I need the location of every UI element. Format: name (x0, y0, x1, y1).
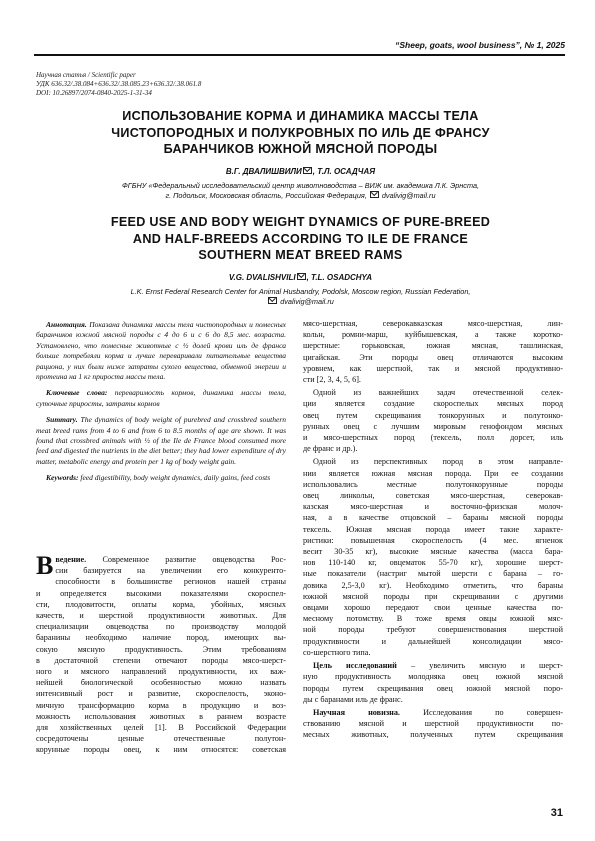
text-line: месных животных, полученных путем скрещивания (303, 730, 563, 740)
title-ru-line: БАРАНЧИКОВ ЮЖНОЙ МЯСНОЙ ПОРОДЫ (163, 142, 438, 156)
title-en (36, 214, 565, 264)
text-line: мясо-шерстная, северокавказская мясо-шерстная, лин- (303, 319, 563, 328)
envelope-icon (303, 167, 312, 174)
paragraph (303, 318, 563, 385)
title-ru (36, 108, 565, 158)
annotation-ru (36, 320, 286, 382)
goal-label: Цель исследований (313, 661, 397, 671)
affiliation-line: ФГБНУ «Федеральный исследовательский центр животноводства – ВИЖ им. академика Л.К. Эрнста, (121, 181, 480, 190)
text-line: баранины необходимо наличие пород, имеющих вы- (36, 633, 286, 643)
text-line: ные показатели (настриг мытой шерсти с барана – го- (303, 569, 563, 579)
keywords-en (36, 473, 286, 483)
authors-en (36, 273, 565, 282)
text-line: ного и мясного направлений продуктивности, их важ- (36, 667, 286, 677)
body-right-column (303, 318, 563, 741)
body-left-column (36, 551, 286, 756)
text-line: ристики: повышенная скороспелость (4 мес. ягненок (303, 535, 563, 545)
text-line: мичную трансформацию корма в продукцию и воз- (36, 700, 286, 710)
text-line: сти, плодовитости, оплаты корма, убойных, мясных (36, 599, 286, 609)
text-line: Современное развитие овцеводства Рос- (86, 555, 286, 564)
text-line: – увеличить мясную и шерст- (396, 661, 563, 671)
affiliation-en (36, 287, 565, 307)
running-header (34, 40, 565, 56)
text-line: можность использования животных в раннем возрасте (36, 711, 286, 721)
text-line: овец линкольн, советская мясо-шерстная, северокав- (303, 491, 563, 501)
keywords-en-text: feed digestibility, body weight dynamics, daily gains, feed costs (78, 473, 271, 483)
text-line: де франс и др.). (303, 444, 358, 454)
text-line: Одной из перспективных пород в этом направле- (313, 457, 563, 467)
text-line: южной мясной породы при скрещивании с другими (303, 591, 563, 601)
text-line: казская мясо-шерстная и восточно-фризская молоч- (303, 502, 563, 512)
doi[interactable]: DOI: 10.26897/2074-0840-2025-1-31-34 (36, 89, 152, 97)
affiliation-ru (36, 181, 565, 201)
text-line: довика 2,5-3,0 кг). Необходимо отметить, что бараны (303, 580, 563, 590)
paragraph (303, 387, 563, 454)
affiliation-line: L.K. Ernst Federal Research Center for Animal Husbandry, Podolsk, Moscow region, Russian Federation, (130, 287, 471, 296)
novelty-label: Научная новизна. (313, 707, 400, 717)
text-line: и определяется высокими показателями скороспел- (36, 588, 286, 598)
drop-cap: В (36, 551, 54, 580)
title-en-line: FEED USE AND BODY WEIGHT DYNAMICS OF PURE-BREED (110, 215, 491, 229)
text-line: продуктивности и дальнейшей консолидации мясо- (303, 636, 563, 646)
text-line: породы путем скрещивания овец южной мясной поро- (303, 683, 563, 693)
paragraph (303, 456, 563, 658)
text-line: со-шерстного типа. (303, 647, 371, 657)
author-1: V.G. DVALISHVILI (228, 273, 296, 282)
text-line: способности в большинстве регионов нашей страны (55, 577, 286, 587)
text-line: рунных овец с лучшим мировым генофондом мясных (303, 421, 563, 431)
text-line: ная, а в качестве отцовской – бараны мясной породы (303, 513, 563, 523)
text-line: цигайская. Эти породы овец отличаются высоким (303, 352, 563, 362)
text-line: ную продуктивность молодняка овец южной мясной (303, 672, 563, 682)
keywords-ru-label: Ключевые слова: (46, 388, 108, 398)
text-line: нии является южная мясная порода. При ее создании (303, 468, 563, 478)
text-line: и мясо-шерстных пород (тексель, полл дорсет, иль (303, 433, 563, 443)
text-line: ной породы требуют совершенствования шерстной (303, 625, 563, 635)
annotation-text: Показана динамика массы тела чистопородных и помесных баранчиков южной мясной породы с 4 до 6 и с 6 до 8,5 мес. возраста. Установлено, что помесные животные с ½ долей крови иль де франса больше потребляли корма и лучше переваривали питательные вещества рациона, у них были ниже затраты сухого вещества, обменной энергии и протеина на 1 кг прироста массы тела. (36, 320, 286, 382)
goal-paragraph (303, 660, 563, 705)
summary-en (36, 415, 286, 467)
text-line: тексель. Южная мясная порода имеет такие характе- (303, 524, 563, 534)
email[interactable]: dvalivig@mail.ru (280, 297, 334, 306)
envelope-icon (297, 273, 306, 280)
intro-label: ведение. (55, 555, 87, 564)
text-line: ды с баранами иль де франс. (303, 694, 403, 704)
text-line: овец путем скрещивания тонкорунных и полутонко- (303, 410, 563, 420)
text-line: в достаточной степени отвечают породы мясо-шерст- (36, 655, 286, 665)
keywords-ru (36, 388, 286, 409)
title-ru-line: ЧИСТОПОРОДНЫХ И ПОЛУКРОВНЫХ ПО ИЛЬ ДЕ ФРАНСУ (111, 125, 490, 140)
title-en-line: SOUTHERN MEAT BREED RAMS (198, 248, 403, 262)
title-en-line: AND HALF-BREEDS ACCORDING TO ILE DE FRANCE (132, 231, 469, 246)
text-line: кольн, ромни-марш, куйбышевская, а также коротко- (303, 330, 563, 340)
envelope-icon (268, 297, 277, 304)
author-2: , Т.Л. ОСАДЧАЯ (312, 167, 376, 176)
text-line: шерстные: горьковская, южная мясная, ташлинская, (303, 341, 563, 351)
text-line: корунные породы овец, к ним относятся: советская (36, 745, 286, 755)
text-line: ствованию мясной и шерстной продуктивности по- (303, 719, 563, 729)
udk-code: УДК 636.32/.38.084+636.32/.38.085.23+636.32/.38.061.8 (36, 80, 202, 88)
author-1: В.Г. ДВАЛИШВИЛИ (225, 167, 302, 176)
text-line: месному потомству. В тоже время овцы южной мяс- (303, 614, 563, 624)
email[interactable]: dvalivig@mail.ru (381, 191, 436, 200)
envelope-icon (370, 191, 379, 198)
text-line: нейшей биологической особенностью можно назвать (36, 678, 286, 688)
summary-label: Summary. (46, 415, 78, 425)
text-line: уровнем, как шерстной, так и мясной продуктивно- (303, 363, 563, 373)
text-line: Исследования по совершен- (399, 707, 563, 717)
intro-paragraph (36, 551, 286, 756)
page-number: 31 (550, 807, 563, 819)
text-line: использовались местные полутонкорунные породы (303, 479, 563, 489)
text-line: сти [2, 3, 4, 5, 6]. (303, 375, 361, 385)
text-line: сосредоточены ценные отечественные полутон- (36, 734, 286, 744)
text-line: ции является создание скороспелых мясных пород (303, 399, 563, 409)
article-type: Научная статья / Scientific paper (36, 71, 136, 79)
article-meta (36, 71, 201, 98)
journal-running-title: “Sheep, goats, wool business”, № 1, 2025 (395, 40, 565, 50)
text-line: весит 30-35 кг), высокие мясные качества (масса бара- (303, 547, 563, 557)
authors-ru (36, 167, 565, 176)
keywords-en-label: Keywords: (46, 473, 79, 483)
annotation-label: Аннотация. (46, 320, 87, 329)
text-line: сокую мясную продуктивность. Этим требованиям (36, 644, 286, 654)
summary-text: The dynamics of body weight of purebred and crossbred southern meat breed rams from 4 to 6 and from 6 to 8.5 months of age are shown. It was found that crossbred animals with ½ of the Ile de France blood consumed more feed and digested the nutrients in the diet better; they had lower expenditure of dry matter, metabolic energy and protein per 1 kg of body weight gain. (36, 415, 286, 466)
keywords-ru-text: переваримость кормов, динамика массы тела, суточные приросты, затраты кормов (36, 388, 287, 408)
text-line: Одной из важнейших задач отечественной селек- (313, 388, 563, 398)
novelty-paragraph (303, 707, 563, 741)
title-ru-line: ИСПОЛЬЗОВАНИЕ КОРМА И ДИНАМИКА МАССЫ ТЕЛА (122, 109, 479, 123)
text-line: нов 110-140 кг, овцематок 55-70 кг), хорошие шерст- (303, 558, 563, 568)
text-line: качеств, и шерстной продуктивности животных. Для (36, 611, 286, 621)
text-line: интенсивный рост и развитие, скороспелость, эконо- (36, 689, 286, 699)
author-2: , T.L. OSADCHYA (306, 273, 373, 282)
text-line: сии базируется на увеличении его конкурентo- (55, 566, 286, 576)
abstract-block (36, 320, 286, 490)
text-line: овцами хорошо передают свои ценные качества по- (303, 603, 563, 613)
text-line: для хозяйственных целей [1]. В Российской Федерации (36, 723, 286, 733)
affiliation-line: г. Подольск, Московская область, Российская Федерация, (165, 191, 367, 200)
text-line: специализации овцеводства по производству молодой (36, 622, 286, 632)
